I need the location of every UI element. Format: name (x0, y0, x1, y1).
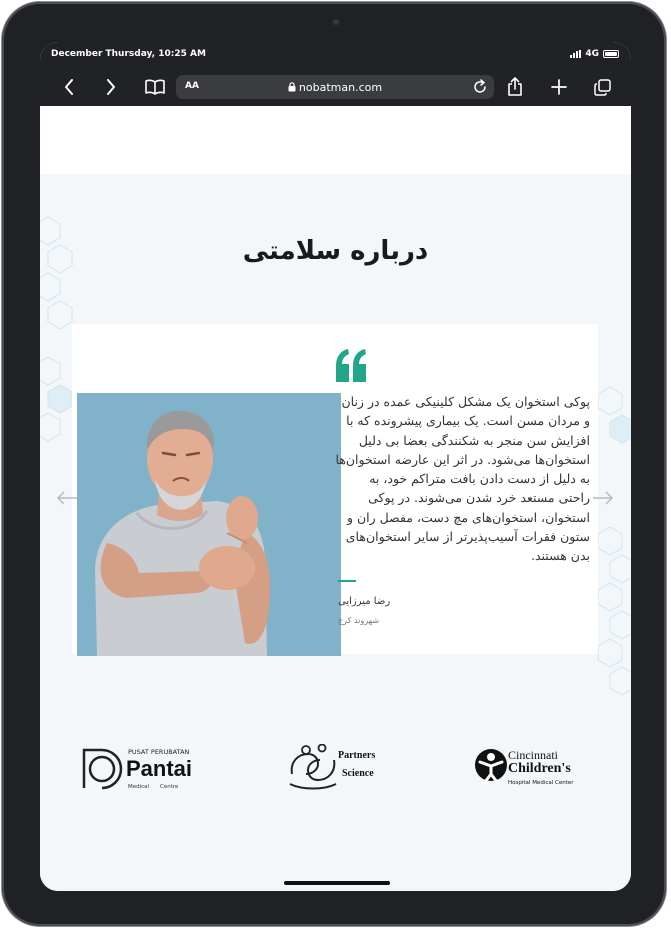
text-size-button[interactable]: AA (185, 81, 199, 91)
camera-dot (333, 19, 339, 25)
forward-button[interactable] (97, 74, 125, 100)
reload-button[interactable] (473, 79, 487, 98)
status-time: December Thursday, 10:25 AM (51, 49, 206, 59)
carousel-next-button[interactable] (592, 489, 614, 510)
browser-toolbar (40, 68, 631, 106)
signal-icon (570, 50, 581, 58)
network-label: 4G (585, 49, 599, 59)
share-icon (507, 77, 523, 97)
address-bar[interactable] (176, 75, 494, 99)
testimonial-author: رضا میرزایی (338, 596, 391, 607)
share-button[interactable] (501, 74, 529, 100)
forward-icon (106, 79, 116, 95)
back-icon (64, 79, 74, 95)
pantai-sub-left: Medical (128, 784, 150, 790)
bookmarks-icon (145, 79, 165, 95)
lock-icon (288, 82, 296, 92)
quote-icon (334, 348, 368, 384)
pantai-top-text: PUSAT PERUBATAN (128, 748, 190, 756)
url-text: nobatman.com (298, 81, 383, 94)
new-tab-button[interactable] (545, 74, 573, 100)
header-area (40, 106, 631, 174)
pantai-name: Pantai (126, 756, 193, 781)
reload-icon (473, 79, 487, 94)
partners-name-2: Science (342, 768, 374, 779)
section-title: درباره سلامتی (242, 236, 429, 266)
url-field[interactable] (176, 81, 494, 94)
cincinnati-sub: Hospital Medical Center (508, 780, 574, 786)
testimonial-card (72, 324, 598, 654)
testimonial-city: شهروند کرج (338, 616, 380, 625)
cincinnati-name-2: Children's (508, 761, 571, 776)
cincinnati-name-1: Cincinnati (508, 748, 558, 762)
author-divider (338, 580, 356, 582)
back-button[interactable] (55, 74, 83, 100)
cincinnati-childrens-logo[interactable] (474, 746, 584, 792)
plus-icon (551, 79, 567, 95)
status-indicators (570, 49, 619, 59)
arrow-right-icon (592, 491, 614, 505)
arrow-left-icon (56, 491, 78, 505)
pantai-logo[interactable] (80, 746, 210, 794)
patient-photo (77, 393, 341, 656)
partners-name-1: Partners (338, 750, 376, 761)
testimonial-text: پوکی استخوان یک مشکل کلینیکی عمده در زنان و مردان مسن است. یک بیماری پیشرونده که با افزایش سن منجر به شکنندگی بعضا بی دلیل استخوان‌ها می‌شود. در اثر این عارضه استخوان‌ها به دلیل از دست دادن بافت متراکم خود، به راحتی مستعد خرد شدن می‌شوند. در پوکی استخوان، استخوان‌های مچ دست، مفصل ران و ستون فقرات آسیب‌پذیرتر از سایر استخوان‌های بدن هستند. (335, 394, 590, 564)
tabs-icon (594, 79, 611, 96)
pantai-sub-right: Centre (160, 784, 179, 790)
carousel-prev-button[interactable] (56, 489, 78, 510)
status-bar (40, 42, 631, 68)
device-screen (40, 42, 631, 891)
web-content (40, 106, 631, 891)
partner-logos (40, 734, 631, 804)
cincinnati-figure-icon (474, 748, 508, 786)
tabs-button[interactable] (588, 74, 616, 100)
bookmarks-button[interactable] (141, 74, 169, 100)
man-holding-wrist-illustration (77, 393, 341, 656)
partners-in-science-logo[interactable] (288, 744, 388, 794)
battery-icon (603, 50, 619, 58)
partners-hands-icon (288, 744, 338, 790)
home-indicator[interactable] (284, 881, 390, 885)
pantai-emblem-icon (80, 746, 124, 792)
